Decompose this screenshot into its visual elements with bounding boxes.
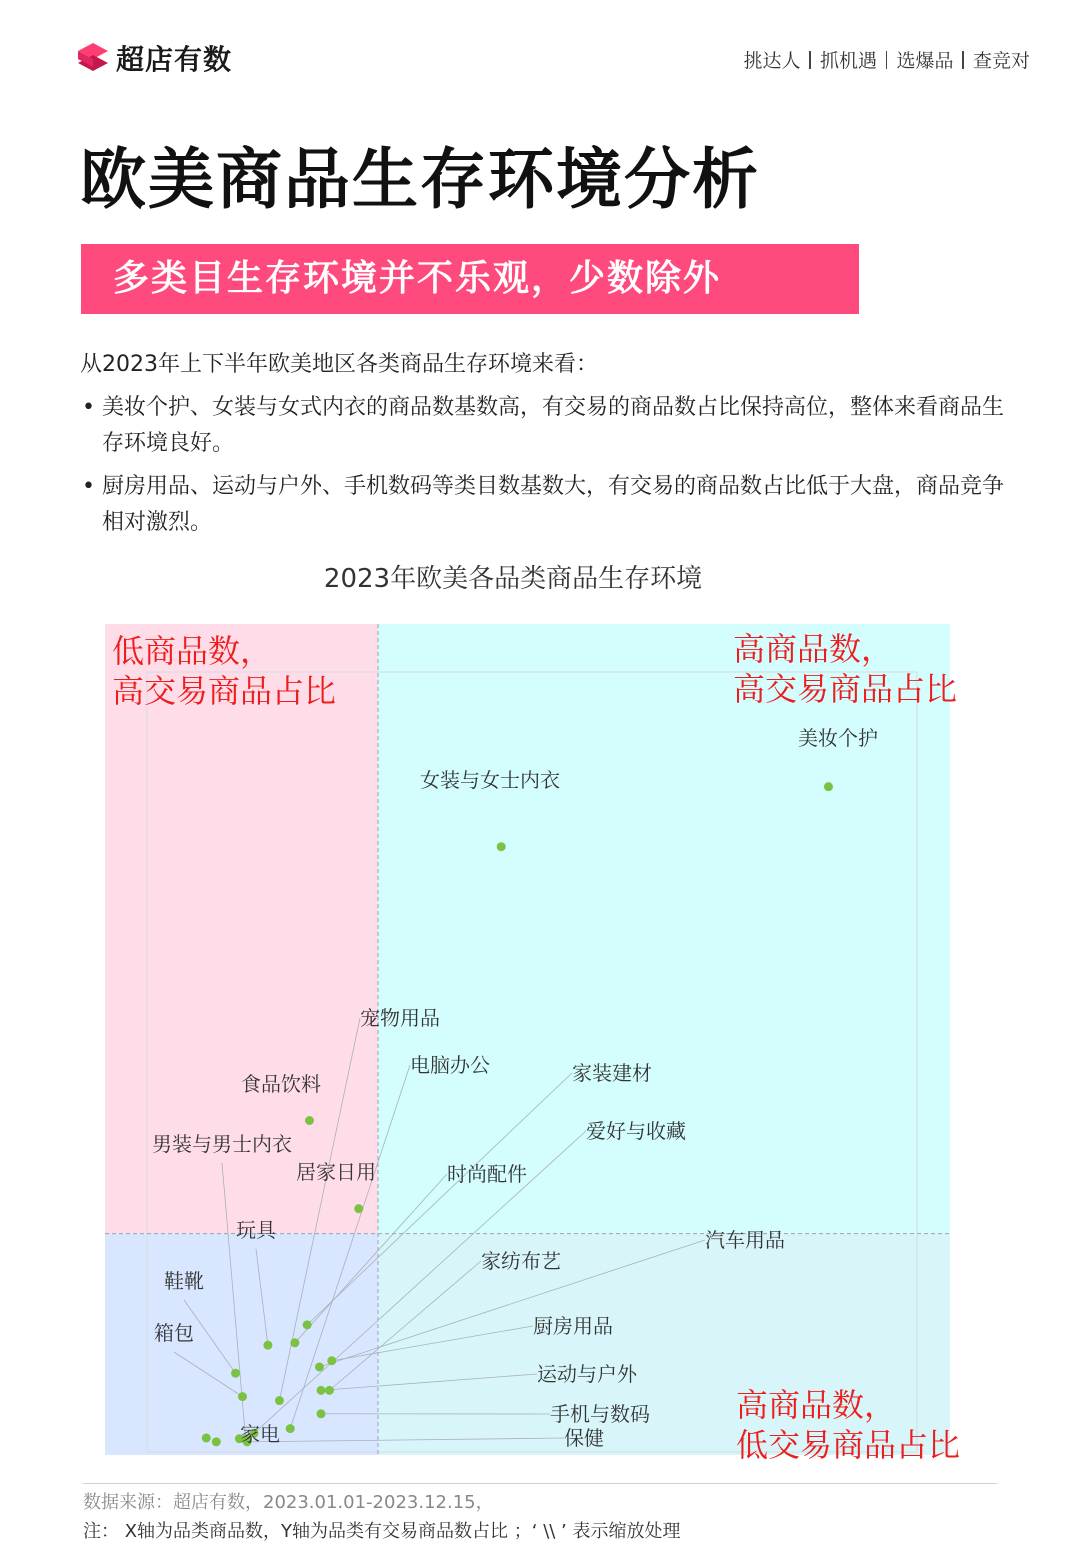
data-point [202, 1433, 211, 1442]
nav-item-talent[interactable]: 挑达人 [743, 46, 800, 73]
point-label: 女装与女士内衣 [420, 768, 560, 792]
point-label: 家电 [240, 1422, 280, 1446]
point-label: 宠物用品 [360, 1006, 440, 1030]
data-point [497, 842, 506, 851]
point-label: 箱包 [154, 1321, 194, 1345]
nav-item-opportunity[interactable]: 抓机遇 [820, 46, 877, 73]
quadrant-label-bottom-right: 高商品数， [736, 1386, 896, 1424]
nav-item-competitors[interactable]: 查竞对 [973, 46, 1030, 73]
point-label: 爱好与收藏 [586, 1119, 686, 1143]
data-point [263, 1341, 272, 1350]
data-point [354, 1204, 363, 1213]
chart-title: 2023年欧美各品类商品生存环境 [0, 558, 1026, 595]
nav-item-products[interactable]: 选爆品 [896, 46, 953, 73]
data-point [325, 1386, 334, 1395]
chart-note: 注： X轴为品类商品数，Y轴为品类有交易商品数占比 ；‘ \\ ’ 表示缩放处理 [83, 1519, 681, 1545]
data-point [286, 1424, 295, 1433]
point-label: 厨房用品 [533, 1314, 613, 1338]
data-point [305, 1116, 314, 1125]
data-point [303, 1320, 312, 1329]
quadrant-label-bottom-right: 低交易商品占比 [736, 1426, 960, 1464]
point-label: 居家日用 [296, 1160, 376, 1184]
point-label: 汽车用品 [705, 1228, 785, 1252]
quadrant-label-top-right: 高商品数， [733, 630, 893, 668]
banner-text: 多类目生存环境并不乐观，少数除外 [113, 254, 721, 304]
data-point [290, 1338, 299, 1347]
point-label: 运动与户外 [537, 1362, 638, 1386]
data-point [275, 1396, 284, 1405]
bullet-dot: • [82, 390, 95, 426]
point-label: 手机与数码 [550, 1402, 650, 1426]
point-label: 男装与男士内衣 [152, 1132, 292, 1156]
data-point [315, 1362, 324, 1371]
data-point [212, 1437, 221, 1446]
bullet-text: 厨房用品、运动与户外、手机数码等类目数基数大，有交易的商品数占比低于大盘，商品竞争相对激烈。 [80, 469, 1015, 541]
quadrant-label-top-left: 高交易商品占比 [112, 672, 336, 710]
intro-text: 从2023年上下半年欧美地区各类商品生存环境来看： [80, 347, 598, 383]
point-label: 保健 [564, 1426, 604, 1450]
point-label: 家装建材 [572, 1061, 652, 1085]
data-point [824, 782, 833, 791]
point-label: 电脑办公 [410, 1053, 490, 1077]
footer-divider [83, 1483, 997, 1484]
point-label: 家纺布艺 [481, 1249, 561, 1273]
point-label: 时尚配件 [447, 1162, 527, 1186]
quadrant-label-top-right: 高交易商品占比 [733, 670, 957, 708]
data-point [317, 1409, 326, 1418]
data-point [231, 1369, 240, 1378]
bullet-dot: • [82, 469, 95, 505]
point-label: 食品饮料 [241, 1072, 321, 1096]
point-label: 美妆个护 [798, 726, 878, 750]
data-source: 数据来源：超店有数，2023.01.01-2023.12.15， [83, 1490, 494, 1516]
point-label: 鞋靴 [164, 1269, 204, 1293]
bullet-text: 美妆个护、女装与女式内衣的商品数基数高，有交易的商品数占比保持高位，整体来看商品生存环境良好。 [80, 390, 1015, 462]
page-title: 欧美商品生存环境分析 [80, 140, 760, 220]
data-point [327, 1356, 336, 1365]
brand-name: 超店有数 [116, 38, 232, 78]
point-label: 玩具 [236, 1218, 277, 1242]
data-point [317, 1386, 326, 1395]
quadrant-label-top-left: 低商品数， [112, 632, 272, 670]
data-point [238, 1392, 247, 1401]
